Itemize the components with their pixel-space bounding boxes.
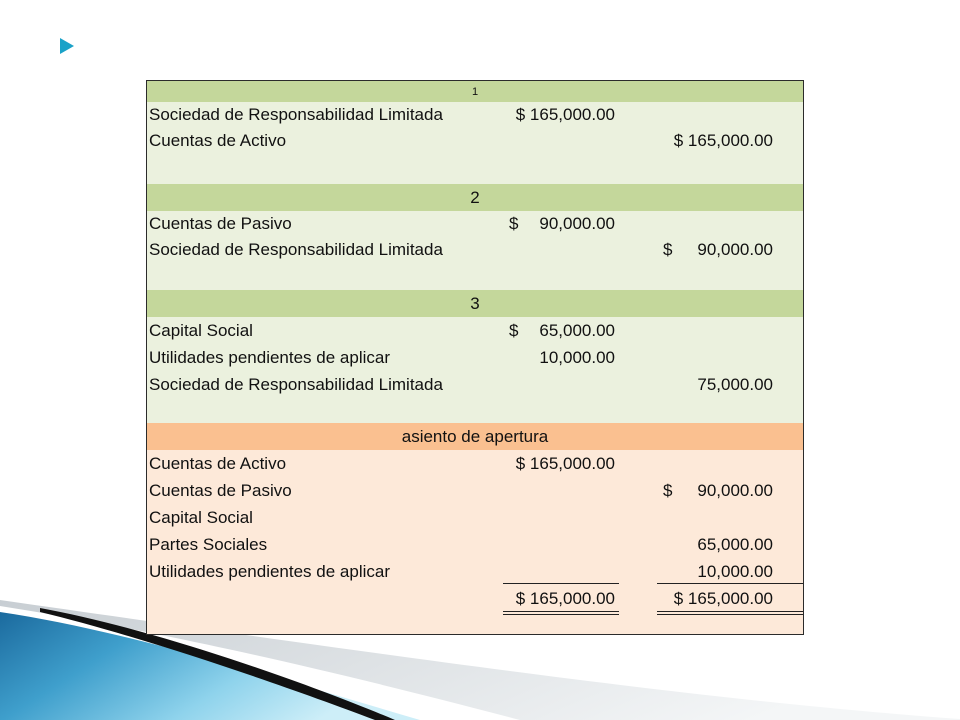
totals-row xyxy=(147,585,803,612)
debit-amount: 90,000.00 xyxy=(539,214,615,233)
entry-number: 1 xyxy=(471,85,479,98)
credit-amount: 10,000.00 xyxy=(697,561,773,581)
account-name: Partes Sociales xyxy=(149,534,268,554)
account-name: Cuentas de Pasivo xyxy=(149,480,292,500)
credit-amount: $ 165,000.00 xyxy=(673,131,773,150)
bullet-arrow-icon xyxy=(60,38,74,54)
credit-total: $ 165,000.00 xyxy=(673,588,773,608)
entry-header xyxy=(147,290,803,317)
entry-header xyxy=(147,423,803,450)
entry-row xyxy=(147,558,803,585)
entry-header xyxy=(147,81,803,102)
debit-amount: $ 165,000.00 xyxy=(515,453,615,473)
account-name: Cuentas de Pasivo xyxy=(149,214,292,233)
debit-amount: 10,000.00 xyxy=(539,347,615,367)
credit-total-rule xyxy=(657,583,803,584)
account-name: Cuentas de Activo xyxy=(149,131,287,150)
entry-number: 2 xyxy=(470,187,480,207)
entry-row xyxy=(147,237,803,263)
entry-row xyxy=(147,317,803,344)
entry-row xyxy=(147,344,803,371)
account-name: Capital Social xyxy=(149,320,253,340)
debit-amount: 65,000.00 xyxy=(539,320,615,340)
debit-total: $ 165,000.00 xyxy=(515,588,615,608)
entry-row xyxy=(147,477,803,504)
account-name: Sociedad de Responsabilidad Limitada xyxy=(149,105,443,124)
entry-row xyxy=(147,128,803,154)
credit-amount: 90,000.00 xyxy=(697,480,773,500)
journal-entries-table xyxy=(146,80,804,635)
debit-amount: $ 165,000.00 xyxy=(515,105,615,124)
account-name: Sociedad de Responsabilidad Limitada xyxy=(149,240,443,259)
debit-currency: $ xyxy=(509,320,519,340)
account-name: Capital Social xyxy=(149,507,253,527)
entry-row xyxy=(147,450,803,477)
account-name: Cuentas de Activo xyxy=(149,453,287,473)
entry-header xyxy=(147,184,803,211)
entry-number: asiento de apertura xyxy=(401,426,549,446)
account-name: Utilidades pendientes de aplicar xyxy=(149,561,390,581)
debit-double-rule xyxy=(503,611,619,615)
credit-amount: 90,000.00 xyxy=(697,240,773,259)
credit-double-rule xyxy=(657,611,803,615)
entry-row xyxy=(147,531,803,558)
account-name: Sociedad de Responsabilidad Limitada xyxy=(149,374,443,394)
entry-row xyxy=(147,371,803,398)
debit-total-rule xyxy=(503,583,619,584)
credit-currency: $ xyxy=(663,480,673,500)
credit-amount: 65,000.00 xyxy=(697,534,773,554)
credit-currency: $ xyxy=(663,240,673,259)
account-name: Utilidades pendientes de aplicar xyxy=(149,347,390,367)
credit-amount: 75,000.00 xyxy=(697,374,773,394)
entry-row xyxy=(147,102,803,128)
entry-row xyxy=(147,504,803,531)
entry-number: 3 xyxy=(470,293,480,313)
entry-row xyxy=(147,211,803,237)
debit-currency: $ xyxy=(509,214,519,233)
